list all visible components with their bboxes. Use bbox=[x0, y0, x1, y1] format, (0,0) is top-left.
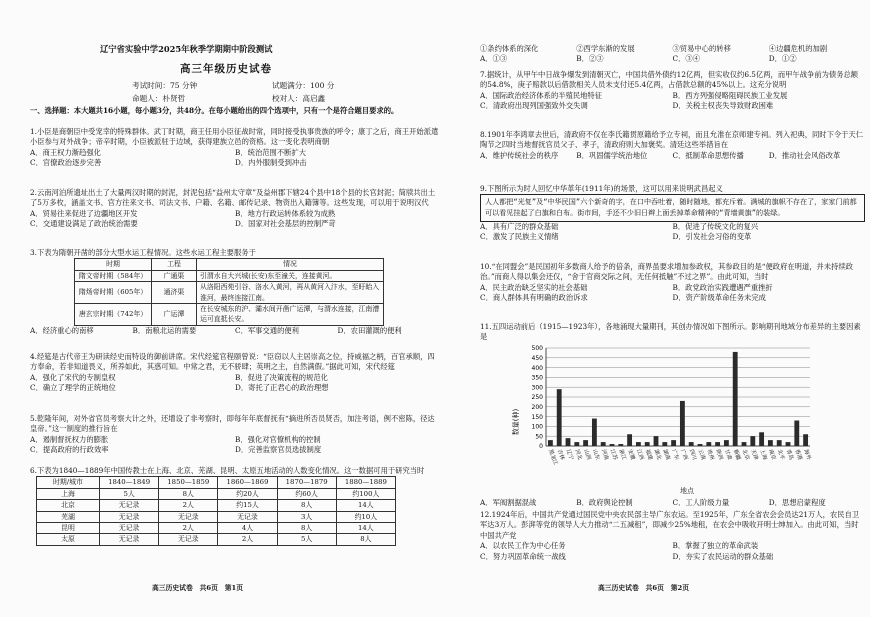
chart-bar bbox=[724, 440, 729, 446]
y-tick-label: 250 bbox=[531, 394, 543, 402]
x-category-label: 贵州 bbox=[705, 448, 715, 461]
x-category-label: 广西 bbox=[679, 448, 689, 461]
question-7: 7.据统计，从甲午中日战争爆发到清朝灭亡，中国共借外债约12亿两，但实收仅约6.5亿两，而甲午战争前为债务总额的54.8%，庚子赔款以后借款相关人员未支付还5.4亿两，占借款总额的45%以上。这充分说明 A．国际政治经济体系的半殖民地特征 B．西方列强侵略阻碍民族工业发展 C．清政府出现列国强致外交失调 D．关税主权丧失导致财政困难 bbox=[480, 70, 859, 111]
question-8: 8.1901年李鸿章去世后，清政府不仅在李氏籍贯原籍给予立专祠，而且允准在京师建专祠。列入祀典，同时下令于天仁陶节之四时当地督抚官员父子、孝子，清政府则大加褒奖。清廷这些举措旨在 A．维护传统社会的秩序 B．巩固儒学统治地位 C．抵制革命思想传播 D．推动社会风俗改革 bbox=[480, 130, 864, 160]
question-2: 2.云南河泊所遗址出土了大量两汉时期的封泥，封泥包括“益州太守章”及益州郡下辖24个县中18个县的长官封泥；简牍共出土了5万多枚，涵盖文书、官方往来文书、司法文书、户籍、名籍、邮传记录、物资出入籍簿等。这些发现，可以用于说明汉代 A．贸易往来促进了边疆地区开发 B．地方行政运转体系较为成熟 C．交通建设满足了政治统治需要 D．国家对社会基层的控制严苛 bbox=[30, 188, 436, 229]
chart-bar bbox=[671, 440, 676, 446]
y-tick-label: 100 bbox=[531, 423, 543, 431]
question-1: 1.小臣是商朝臣中受宠幸的特殊群体。武丁时期，商王任用小臣征战时常，同时接受执事贵族的呼令；康丁之后，商王开始派遣小臣参与对外战争；帝辛时期，小臣被派驻于边域，获得建族立邑的资格。这一变化表明商朝 A．商王权力渐趋强化 B．统治范围不断扩大 C．官僚政治逐步完善 D．内外服制受到冲击 bbox=[30, 127, 439, 168]
chart-bar bbox=[794, 421, 799, 446]
x-category-label: 湖南 bbox=[661, 448, 671, 461]
chart-bar bbox=[592, 419, 597, 446]
x-category-label: 上海 bbox=[758, 448, 768, 461]
exam-meta-2 bbox=[132, 94, 412, 104]
y-tick-label: 450 bbox=[531, 355, 543, 362]
chart-grid bbox=[546, 348, 810, 446]
chart-bar bbox=[786, 442, 791, 446]
x-category-label: 辽宁 bbox=[564, 448, 574, 461]
chart-bar bbox=[706, 442, 711, 446]
chart-x-categories bbox=[547, 448, 814, 467]
exam-author: 命题人：朴贤哲 bbox=[132, 94, 186, 103]
x-category-label: 福建 bbox=[643, 448, 654, 461]
y-tick-label: 50 bbox=[535, 433, 543, 441]
x-category-label: 四川 bbox=[687, 448, 698, 461]
exam-checker: 校对人：高启鑫 bbox=[272, 94, 326, 103]
chart-bar bbox=[618, 444, 623, 446]
chart-bar bbox=[662, 442, 667, 446]
page-2 bbox=[480, 0, 865, 617]
chart-bar bbox=[601, 442, 606, 446]
chart-bar bbox=[627, 434, 632, 446]
y-tick-label: 150 bbox=[531, 413, 543, 421]
y-tick-label: 500 bbox=[531, 345, 543, 353]
chart-y-ticks bbox=[532, 345, 544, 450]
school-title: 辽宁省实验中学2025年秋季学期期中阶段测试 bbox=[100, 44, 273, 54]
y-tick-label: 200 bbox=[531, 404, 543, 411]
x-category-label: 黑龙江 bbox=[547, 448, 559, 466]
quote-box: 人人都把“光复”及“中华民国”六个新奇的字，在口中吞吐着，随时随地，都充斥着。满城的旗帜不存在了，家家门前都可以看见挂起了白旗和白布。街市间，手还不少旧日辫上面丢掉革命精神的“青墙黄旗”的装绿。 bbox=[480, 194, 865, 222]
x-category-label: 山东 bbox=[591, 448, 601, 461]
question-5: 5.乾隆年间，对外省官员考察大计之外，还增设了非考察时，即每年年底督抚有“摘进所否员贤否，加注考语，例不密陈，径达皇帝。”这一制度的推行旨在 A．遏制督抚权力的膨胀 B．强化对官僚机构的控制 C．提高政府的行政效率 D．完善监察官员选拔制度 bbox=[30, 414, 435, 455]
x-category-label: 陕西 bbox=[714, 448, 724, 461]
x-category-label: 甘肃 bbox=[723, 448, 733, 461]
x-category-label: 云南 bbox=[696, 448, 706, 461]
chart-bar bbox=[768, 440, 773, 446]
x-category-label: 南京 bbox=[767, 448, 777, 461]
chart-bar bbox=[610, 444, 615, 446]
footer-left: 高三历史试卷 共6页 第1页 bbox=[152, 584, 244, 592]
footer-right: 高三历史试卷 共6页 第2页 bbox=[598, 584, 690, 592]
exam-title: 高三年级历史试卷 bbox=[180, 63, 272, 75]
chart-bar bbox=[566, 438, 571, 446]
y-tick-label: 0 bbox=[539, 443, 543, 451]
x-category-label: 北京 bbox=[740, 448, 750, 461]
page-1 bbox=[30, 0, 440, 617]
periodical-bar-chart bbox=[510, 342, 820, 492]
x-category-label: 吉林 bbox=[555, 448, 566, 461]
exam-meta-1 bbox=[132, 81, 412, 91]
x-category-label: 天津 bbox=[749, 448, 759, 461]
x-category-label: 河北 bbox=[573, 448, 583, 461]
chart-bar bbox=[733, 352, 738, 446]
chart-bar bbox=[803, 434, 808, 446]
question-11-options: A．军阀割据混战 B．政府舆论控制 C．工人阶级力量 D．思想启蒙程度 bbox=[480, 498, 826, 507]
x-category-label: 新疆 bbox=[731, 448, 742, 461]
chart-x-label: 地点 bbox=[680, 487, 694, 495]
x-category-label: 湖北 bbox=[652, 448, 662, 461]
y-tick-label: 300 bbox=[531, 384, 543, 392]
x-category-label: 山西 bbox=[582, 448, 592, 461]
chart-bar bbox=[557, 389, 562, 446]
question-3-table: 时期 工程 情况 隋文帝时期（584年） 广通渠 引渭水自大兴城(长安)东至潼关，连接黄河。 隋炀帝时期（605年） 通济渠 从洛阳西苑引谷、洛水入黄河，再从黄河入汴水，至盱眙入淮河，最终连接江南。 唐玄宗时期（742年） 广运潭 在长安城东的沪、灞水间开凿广运潭，与渭水连接，江南漕运可直抵长安。 bbox=[74, 258, 384, 325]
chart-bar bbox=[750, 436, 755, 446]
x-category-label: 广东 bbox=[670, 448, 680, 461]
section-intro: 一、选择题：本大题共16小题，每小题3分，共48分。在每小题给出的四个选项中，只有一个是符合题目要求的。 bbox=[30, 106, 399, 115]
chart-y-label: 数量(种) bbox=[512, 408, 520, 436]
question-6-table: 时期/城市 1840—1849 1850—1859 1860—1869 1870—1879 1880—1889 上海 5人 8人 约20人 约60人 约100人 北京 无记录 2人 约15人 8人 14人 芜湖 无记录 无记录 无记录 3人 约10人 昆明 无记录 2人 4人 8人 14人 太原 无记录 无记录 2人 5人 8人 bbox=[36, 476, 396, 545]
question-3: 3.下表为隋朝开凿的部分大型水运工程情况。这些水运工程主要服务于 时期 工程 情况 隋文帝时期（584年） 广通渠 引渭水自大兴城(长安)东至潼关，连接黄河。 隋炀帝时期（605年） 通济渠 从洛阳西苑引谷、洛水入黄河，再从黄河入汴水，至盱眙入淮河，最终连接江南。 唐玄宗时期（742年） 广运潭 在长安城东的沪、灞水间开凿广运潭，与渭水连接，江南漕运可直抵长安。 A．经济重心的南移 B．南粮北运的需要 C．军事交通的便利 D．农田灌溉的便利 bbox=[30, 248, 402, 335]
x-category-label: 浙江 bbox=[617, 448, 627, 461]
x-category-label: 河南 bbox=[599, 448, 610, 461]
y-tick-label: 400 bbox=[531, 364, 543, 372]
chart-bar bbox=[574, 442, 579, 446]
question-9: 9.下图所示为时人回忆中华革年(1911年)的场景，这可以用来说明武昌起义 人人都把“光复”及“中华民国”六个新奇的字，在口中吞吐着，随时随地，都充斥着。满城的旗帜不存在了，家家门前都可以看见挂起了白旗和白布。街市间，手还不少旧日辫上面丢掉革命精神的“青墙黄旗”的装绿。 A．具有广泛的群众基础 B．促进了传统文化的复兴 C．激发了民族主义情绪 D．引发社会习俗的变革 bbox=[480, 184, 865, 243]
y-tick-label: 350 bbox=[531, 374, 543, 382]
chart-bar bbox=[759, 432, 764, 446]
chart-bar bbox=[715, 442, 720, 446]
exam-time: 考试时间：75 分钟 bbox=[132, 81, 198, 90]
chart-bar bbox=[583, 440, 588, 446]
x-category-label: 安徽 bbox=[626, 448, 636, 461]
chart-bar bbox=[636, 442, 641, 446]
chart-bar bbox=[698, 444, 703, 446]
x-category-label: 江西 bbox=[635, 448, 645, 461]
question-6-continued: ①条约体系的深化 ②西学东渐的发展 ③贸易中心的转移 ④边疆危机的加剧 A．①③ B．②③ C．③④ D．①② bbox=[480, 44, 828, 64]
chart-bar bbox=[654, 436, 659, 446]
x-category-label: 江苏 bbox=[608, 448, 618, 461]
x-category-label: 香港 bbox=[793, 448, 803, 461]
chart-bar bbox=[548, 440, 553, 446]
exam-score: 试题满分：100 分 bbox=[272, 81, 335, 90]
question-10: 10.“在同盟会”是民国初年多数商人给予的倍条，商界虽要求增加参政权，其参政目的是“便政府在明道，并未持续政治。”而商人得以集会还仅，“舍于官商交际之间，无任何抵触”不过之界”。由此可知，当时 A．民主政治缺乏坚实的社会基础 B．政党政治实践遭遇严重挫折 C．商人群体具有明确的政治诉求 D．资产阶级革命任务未完成 bbox=[480, 262, 854, 303]
chart-bar bbox=[680, 401, 685, 446]
chart-bar bbox=[645, 442, 650, 446]
chart-bar bbox=[777, 440, 782, 446]
question-12: 12.1924年后，中国共产党通过国民党中央农民部主导广东农运。至1925年，广东全省农会会员达21万人，农民自卫军达3万人。彭湃等党的领导人大力推动“二五减租”，即减少25%地租，在农会中吸收开明士绅加入。由此可知，当时中国共产党 A．以农民工作为中心任务 B．掌握了独立的革命武装 C．努力巩固革命统一战线 D．夯实了农民运动的群众基础 bbox=[480, 510, 860, 561]
chart-bars bbox=[548, 352, 808, 446]
question-4: 4.经筵是古代帝王为研读经史而特设的御前讲席。宋代经筵官程颐曾说：“臣窃以人主居崇高之位，持威福之柄，百官承顺，四方奉命，若非知道畏义，所养如此，其惑可知。中常之君，无不骄肆；英明之主，自然满假。”据此可知，宋代经筵 A．强化了宋代的专制皇权 B．促进了决策流程的规范化 C．确立了理学的正统地位 D．寄托了正君心的政治理想 bbox=[30, 352, 435, 393]
x-category-label: 青岛 bbox=[784, 448, 794, 461]
chart-bar bbox=[689, 442, 694, 446]
chart-bar bbox=[742, 442, 747, 446]
question-6: 6.下表为1840—1889年中国传教士在上海、北京、芜湖、昆明、太原五地活动的人数变化情况。这一数据可用于研究当时 时期/城市 1840—1849 1850—1859 1860—1869 1870—1879 1880—1889 上海 5人 8人 约20人 约60人 约100人 北京 无记录 2人 约15人 8人 14人 芜湖 无记录 无记录 无记录 3人 约10人 昆明 无记录 2人 4人 8人 14人 太原 无记录 无记录 2人 5人 8人 bbox=[30, 466, 440, 546]
x-category-label: 北平 bbox=[775, 448, 786, 461]
question-11: 11.五四运动前后（1915—1923年），各地涌现大量期刊，其创办情况如下图所示。影响期刊地域分布差异的主要因素是 bbox=[480, 322, 861, 342]
x-category-label: 海外 bbox=[802, 448, 812, 461]
